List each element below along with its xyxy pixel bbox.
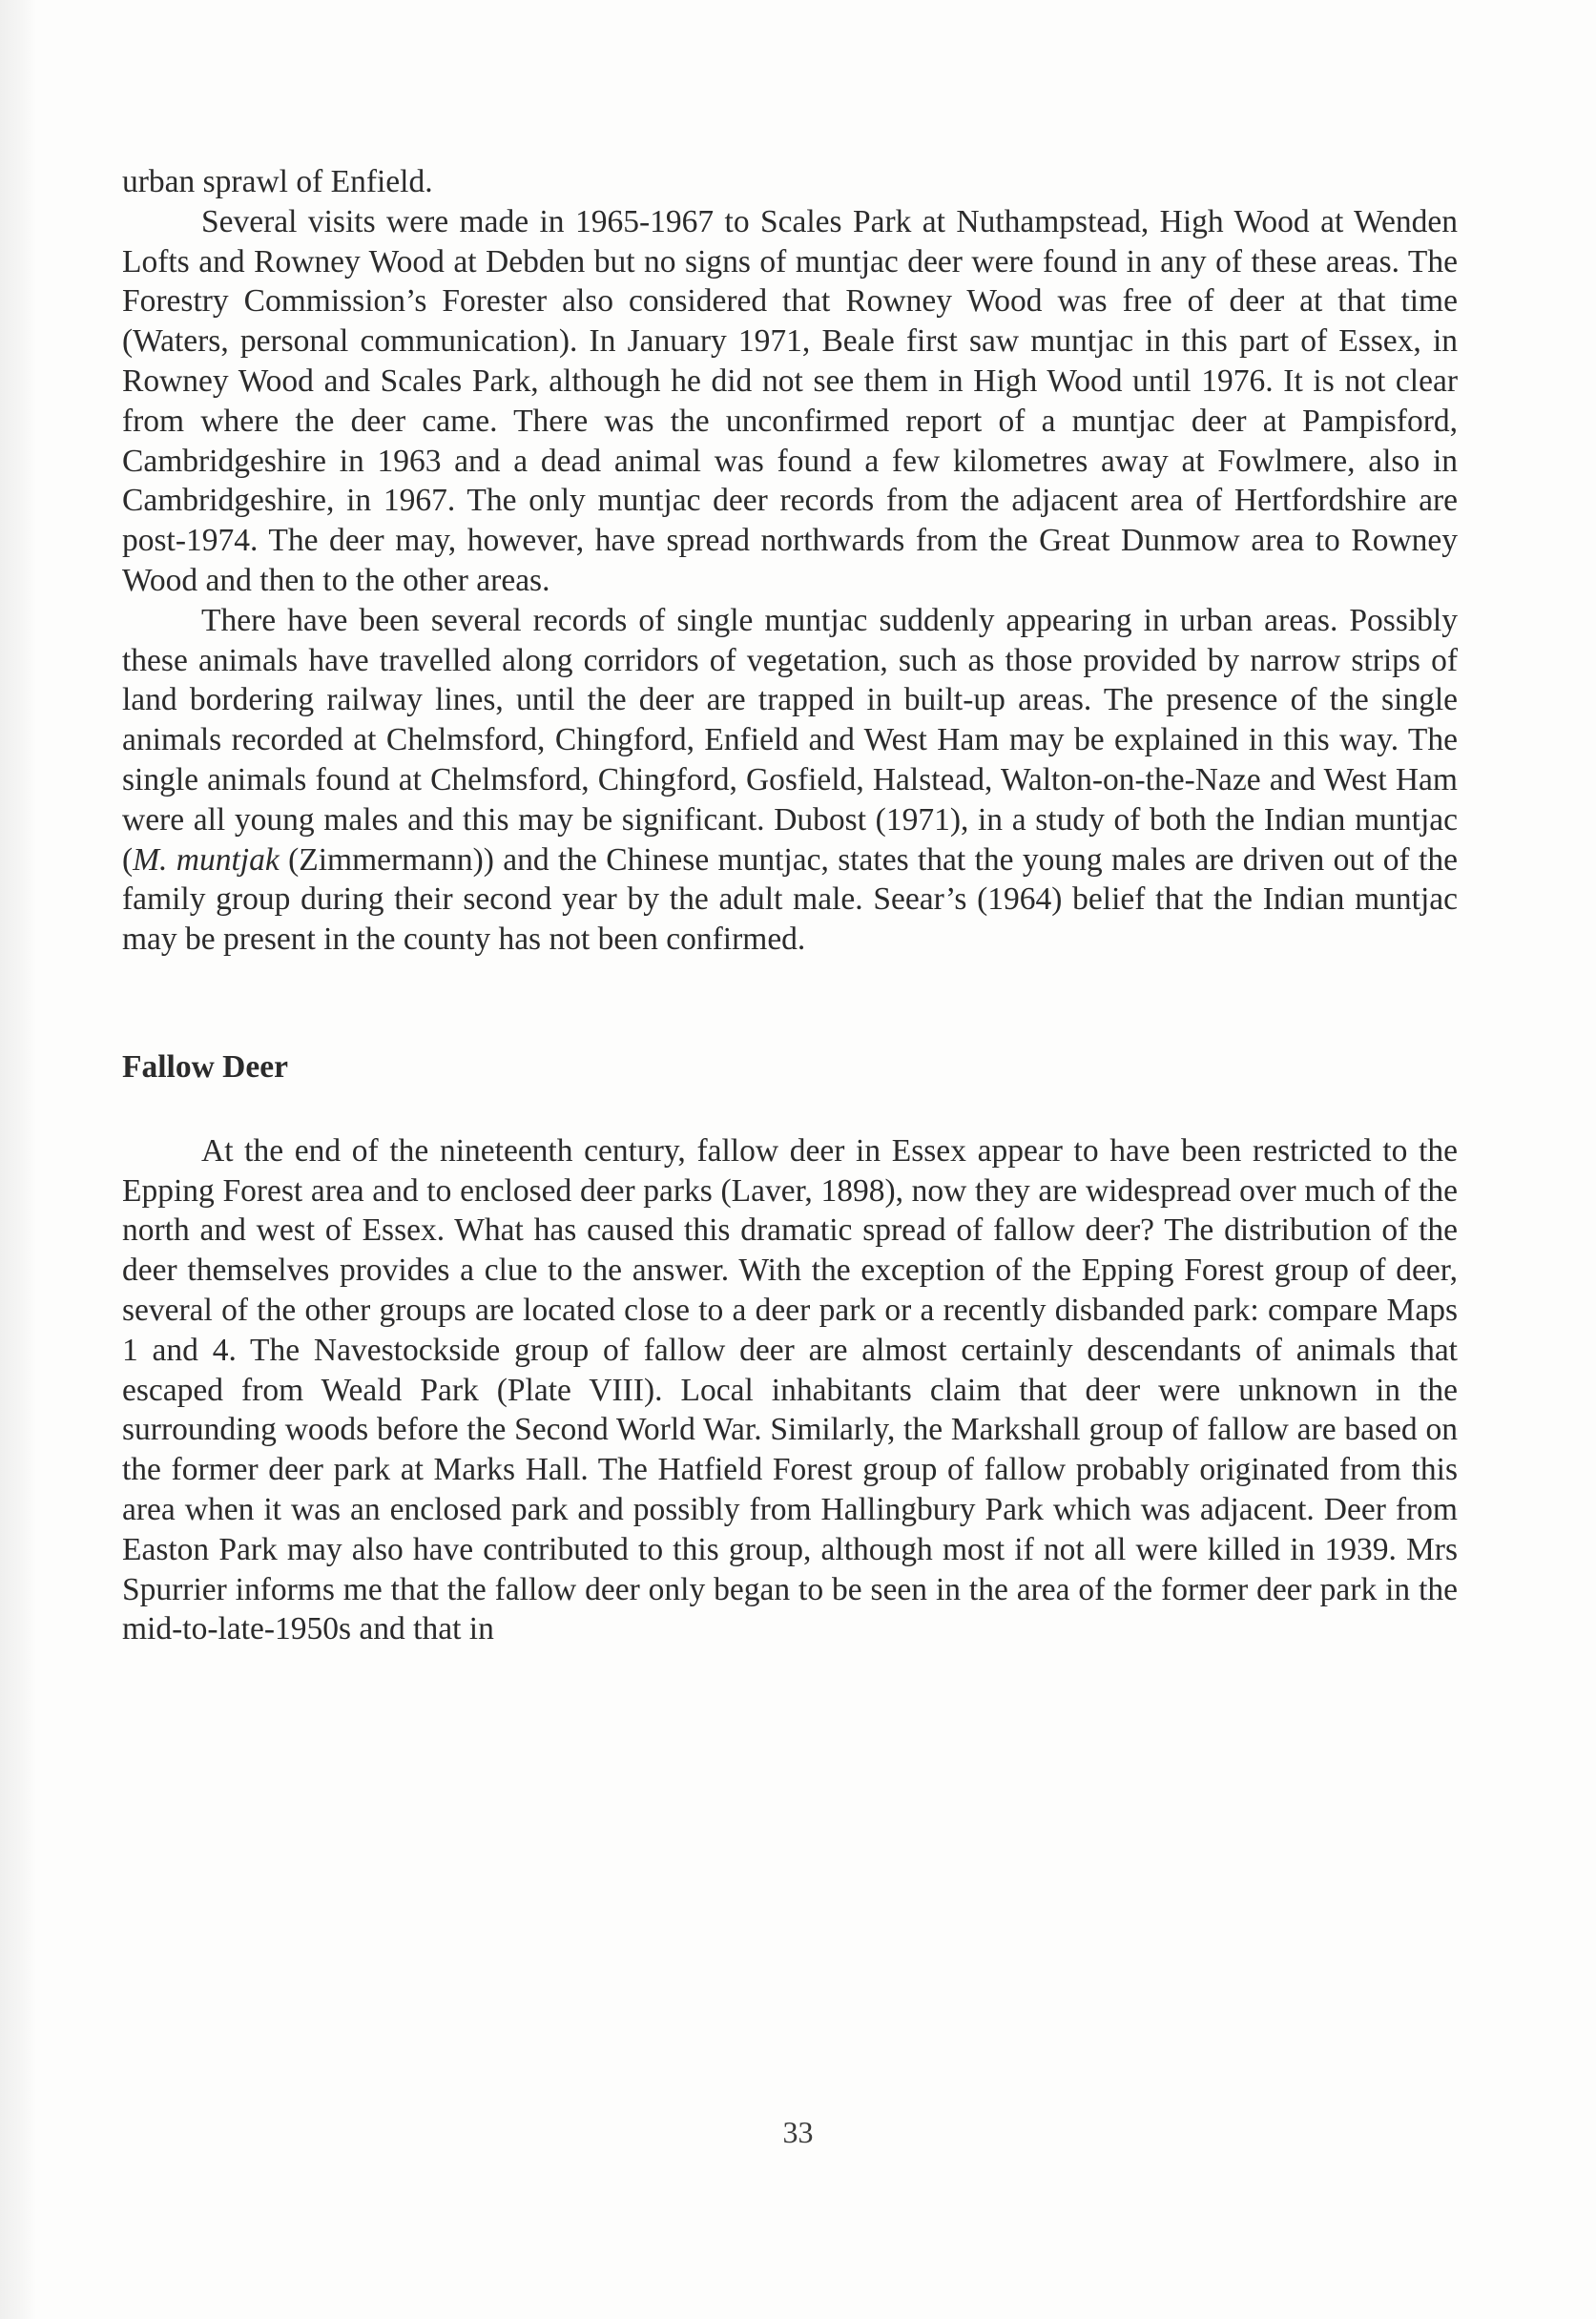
section-heading-fallow-deer: Fallow Deer — [122, 1048, 288, 1085]
paragraph-fallow: At the end of the nineteenth century, fallow deer in Essex appear to have been restricted to the Epping Forest area and to enclosed deer parks (Laver, 1898), now they are widespread over much of the north and west of Essex. What has caused this dramatic spread of fallow deer? The distribution of the deer themselves provides a clue to the answer. With the exception of the Epping Forest group of deer, several of the other groups are located close to a deer park or a recently disbanded park: compare Maps 1 and 4. The Navestockside group of fallow deer are almost certainly descendants of animals that escaped from Weald Park (Plate VIII). Local inhabitants claim that deer were unknown in the surrounding woods before the Second World War. Similarly, the Markshall group of fallow are based on the former deer park at Marks Hall. The Hatfield Forest group of fallow probably originated from this area when it was an enclosed park and possibly from Hallingbury Park which was adjacent. Deer from Easton Park may also have contributed to this group, although most if not all were killed in 1939. Mrs Spurrier informs me that the fallow deer only began to be seen in the area of the former deer park in the mid-to-late-1950s and that in — [122, 1132, 1458, 1647]
scan-edge-shadow — [0, 0, 36, 2319]
page-number: 33 — [782, 2115, 814, 2149]
species-name: M. muntjak — [133, 841, 280, 878]
paragraph-visits: Several visits were made in 1965-1967 to Scales Park at Nuthampstead, High Wood at Wenden Lofts and Rowney Wood at Debden but no signs of muntjac deer were found in any of these areas. The Forestry Commission’s Forester also considered that Rowney Wood was free of deer at that time (Waters, personal communication). In January 1971, Beale first saw muntjac in this part of Essex, in Rowney Wood and Scales Park, although he did not see them in High Wood until 1976. It is not clear from where the deer came. There was the unconfirmed report of a muntjac deer at Pampisford, Cambridgeshire in 1963 and a dead animal was found a few kilometres away at Fowlmere, also in Cambridgeshire, in 1967. The only muntjac deer records from the adjacent area of Hertfordshire are post-1974. The deer may, however, have spread northwards from the Great Dunmow area to Rowney Wood and then to the other areas. — [122, 203, 1458, 598]
page-body — [122, 162, 1458, 1649]
paragraph-urban-text-1: There have been several records of single muntjac suddenly appearing in urban areas. Possibly these animals have travelled along corridors of vegetation, such as those provided by narrow strips of land bordering railway lines, until the deer are trapped in built-up areas. The presence of the single animals recorded at Chelmsford, Chingford, Enfield and West Ham may be explained in this way. The single animals found at Chelmsford, Chingford, Gosfield, Halstead, Walton-on-the-Naze and West Ham were all young males and this may be significant. Dubost (1971), in a study of both the Indian muntjac ( — [122, 602, 1458, 878]
paragraph-urban-text-2: (Zimmermann)) and the Chinese muntjac, states that the young males are driven out of the family group during their second year by the adult male. Seear’s (1964) belief that the Indian muntjac may be present in the county has not been confirmed. — [122, 841, 1458, 958]
opening-fragment: urban sprawl of Enfield. — [122, 164, 433, 199]
paragraph-urban — [122, 601, 1458, 960]
